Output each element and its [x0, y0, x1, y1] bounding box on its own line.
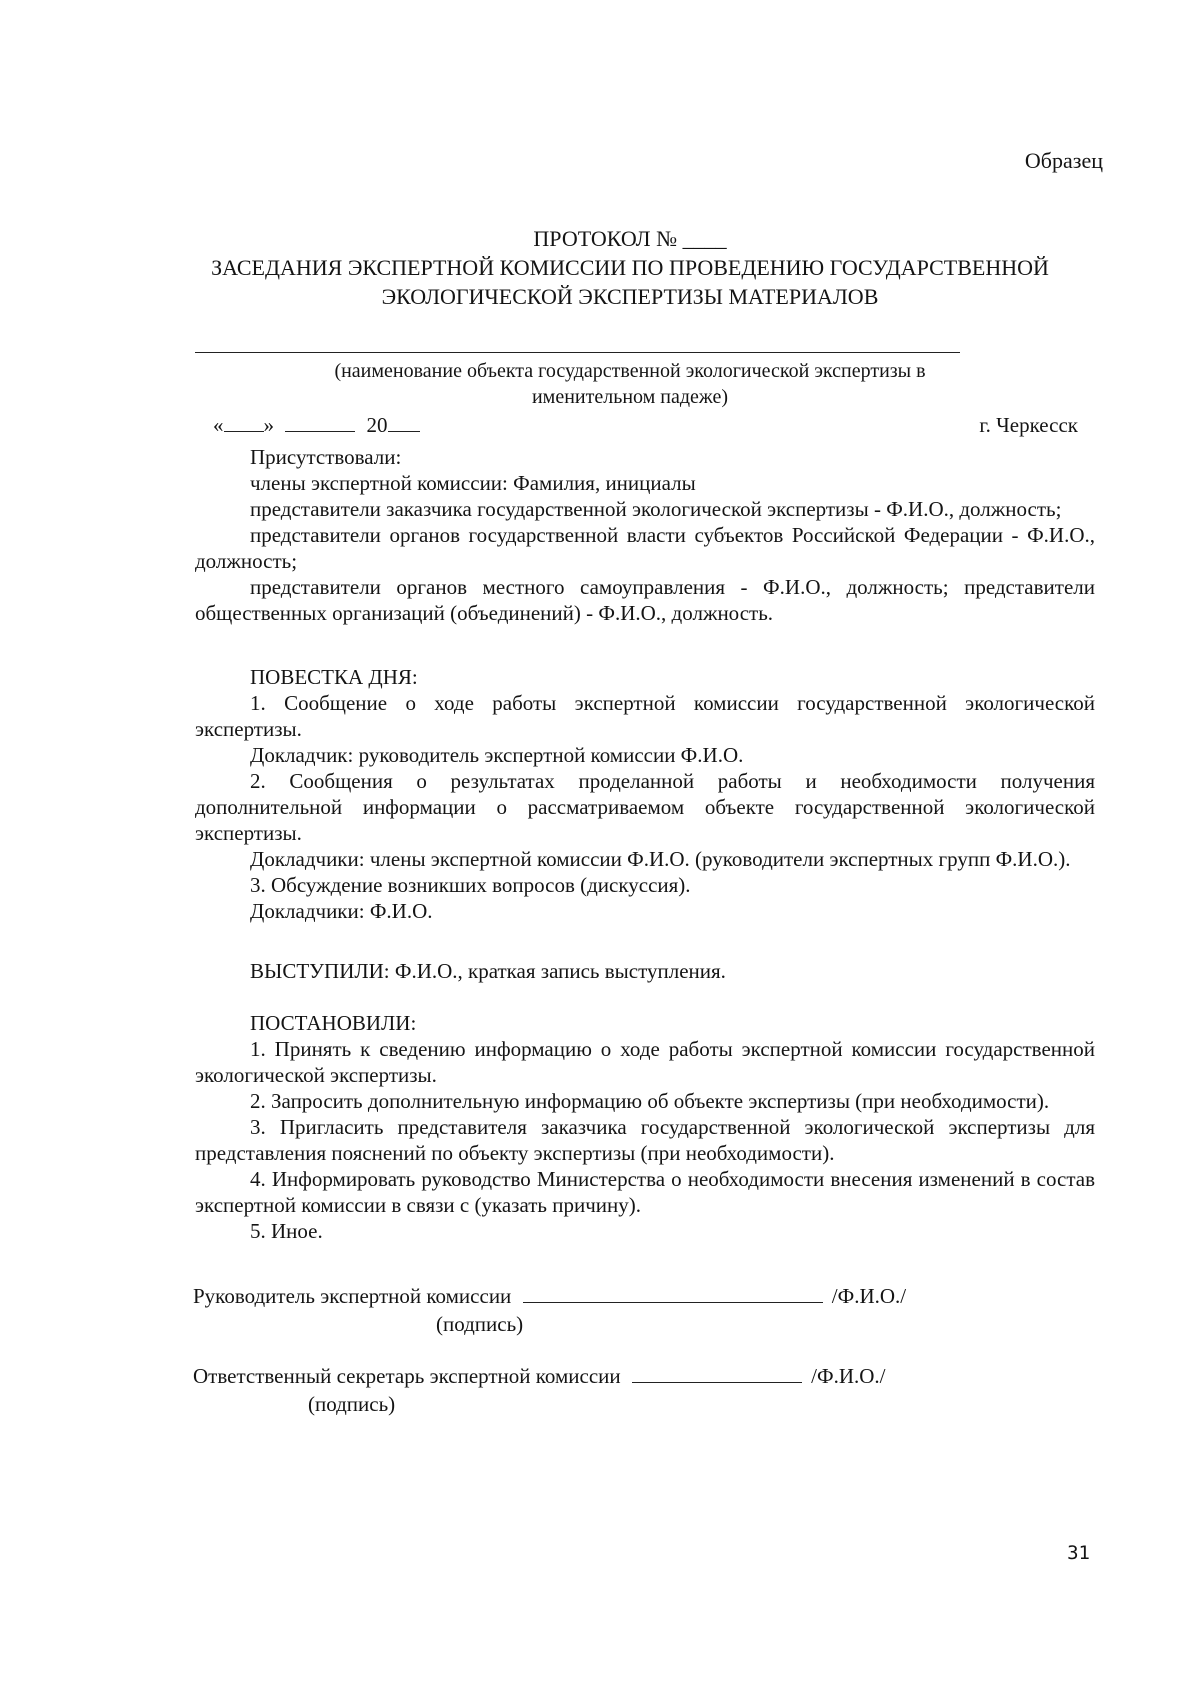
head-signature-name: /Ф.И.О./	[831, 1284, 907, 1308]
object-name-caption	[280, 358, 980, 410]
agenda-speaker-3: Докладчики: Ф.И.О.	[250, 899, 433, 923]
title-line-3: ЭКОЛОГИЧЕСКОЙ ЭКСПЕРТИЗЫ МАТЕРИАЛОВ	[381, 284, 879, 309]
head-signature-line	[523, 1284, 823, 1303]
resolved-heading: ПОСТАНОВИЛИ:	[250, 1011, 417, 1035]
resolved-item-1: 1. Принять к сведению информацию о ходе работы экспертной комиссии государственной экологической экспертизы.	[195, 1037, 1095, 1087]
resolved-item-3: 3. Пригласить представителя заказчика государственной экологической экспертизы для представления пояснений по объекту экспертизы (при необходимости).	[195, 1115, 1095, 1165]
attendance-members: члены экспертной комиссии: Фамилия, инициалы	[250, 471, 696, 495]
head-signature-row	[193, 1284, 906, 1309]
agenda-item-1: 1. Сообщение о ходе работы экспертной комиссии государственной экологической экспертизы.	[195, 691, 1095, 741]
city: г. Черкесск	[979, 413, 1078, 437]
resolved-item-5: 5. Иное.	[250, 1219, 323, 1243]
page-number: 31	[1067, 1542, 1090, 1564]
year-prefix: 20	[366, 413, 388, 437]
agenda-heading: ПОВЕСТКА ДНЯ:	[250, 665, 418, 689]
day-blank	[224, 413, 264, 432]
resolved-item-2: 2. Запросить дополнительную информацию об объекте экспертизы (при необходимости).	[250, 1089, 1050, 1113]
attendance-authorities: представители органов государственной власти субъектов Российской Федерации - Ф.И.О., должность;	[195, 523, 1095, 573]
agenda-section	[195, 664, 1095, 924]
agenda-item-2: 2. Сообщения о результатах проделанной работы и необходимости получения дополнительной информации о рассматриваемом объекте государственной экологической экспертизы.	[195, 769, 1095, 845]
protocol-title	[170, 224, 1090, 311]
secretary-signature-row	[193, 1364, 886, 1389]
object-caption-line-2: именительном падеже)	[531, 386, 729, 408]
agenda-speaker-1: Докладчик: руководитель экспертной комиссии Ф.И.О.	[250, 743, 744, 767]
object-caption-line-1: (наименование объекта государственной экологической экспертизы в	[334, 360, 926, 382]
attendance-section	[195, 444, 1095, 626]
resolved-section	[195, 1010, 1095, 1244]
sample-label: Образец	[1024, 148, 1103, 173]
head-signature-label: Руководитель экспертной комиссии	[193, 1284, 512, 1308]
head-signature-caption: (подпись)	[436, 1312, 524, 1336]
resolved-item-4: 4. Информировать руководство Министерства о необходимости внесения изменений в состав экспертной комиссии в связи с (указать причину).	[195, 1167, 1095, 1217]
agenda-item-3: 3. Обсуждение возникших вопросов (дискуссия).	[250, 873, 691, 897]
date-line	[213, 413, 420, 438]
year-blank	[388, 413, 420, 432]
attendance-local: представители органов местного самоуправления - Ф.И.О., должность; представители общественных организаций (объединений) - Ф.И.О., должность.	[195, 575, 1095, 625]
agenda-speaker-2: Докладчики: члены экспертной комиссии Ф.И.О. (руководители экспертных групп Ф.И.О.).	[250, 847, 1071, 871]
spoke-text: ВЫСТУПИЛИ: Ф.И.О., краткая запись выступления.	[250, 959, 726, 983]
object-name-line	[195, 352, 960, 353]
secretary-signature-name: /Ф.И.О./	[811, 1364, 886, 1388]
spoke-section	[195, 958, 1095, 984]
month-blank	[285, 413, 355, 432]
title-line-1: ПРОТОКОЛ № ____	[533, 226, 727, 251]
secretary-signature-label: Ответственный секретарь экспертной комиссии	[193, 1364, 621, 1388]
secretary-signature-caption: (подпись)	[308, 1392, 396, 1416]
attendance-customer: представители заказчика государственной экологической экспертизы - Ф.И.О., должность;	[250, 497, 1062, 521]
date-open-quote: «	[213, 413, 224, 437]
title-line-2: ЗАСЕДАНИЯ ЭКСПЕРТНОЙ КОМИССИИ ПО ПРОВЕДЕНИЮ ГОСУДАРСТВЕННОЙ	[211, 255, 1049, 280]
attendance-heading: Присутствовали:	[250, 445, 402, 469]
secretary-signature-line	[632, 1364, 802, 1383]
date-close-quote: »	[263, 413, 274, 437]
